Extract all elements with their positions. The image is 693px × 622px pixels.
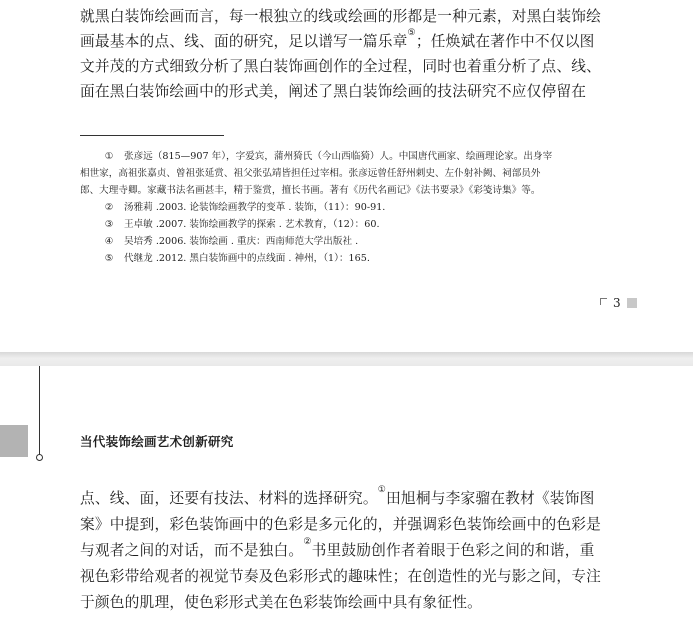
footnote-line xyxy=(80,233,622,250)
running-title: 当代装饰绘画艺术创新研究 xyxy=(80,434,234,449)
footnote-text: 相世家，高祖张嘉贞、曾祖张延赏、祖父张弘靖皆担任过宰相。张彦远曾任舒州刺史、左仆射补阙、祠部员外 xyxy=(80,168,541,179)
footnote-line xyxy=(80,182,622,199)
corner-mark-icon xyxy=(600,298,607,305)
footnote-text: 吴培秀 .2006. 装饰绘画 . 重庆：西南师范大学出版社 . xyxy=(124,236,359,247)
footnote-number: ② xyxy=(104,202,114,213)
footnote-line xyxy=(80,216,622,233)
chapter-tab xyxy=(0,425,28,457)
page-4 xyxy=(0,366,693,622)
footnote-line xyxy=(80,148,622,165)
body-line-text: 与观者之间的对话，而不是独白。 xyxy=(80,542,304,559)
footnote-divider xyxy=(80,135,224,136)
footnotes xyxy=(80,148,622,267)
margin-rule xyxy=(39,366,40,456)
square-marker-icon xyxy=(627,298,637,308)
footnote-text: 张彦远（815—907 年），字爱宾，蒲州猗氏（今山西临猗）人。中国唐代画家、绘画理论家。出身宰 xyxy=(124,151,553,162)
footnote-line xyxy=(80,199,622,216)
page-number-text: 3 xyxy=(613,296,621,310)
body-line: 案》中提到，彩色装饰画中的色彩是多元化的，并强调彩色装饰绘画中的色彩是 xyxy=(80,516,602,533)
body-line xyxy=(80,486,622,512)
body-line-text: 画最基本的点、线、面的研究，足以谱写一篇乐章 xyxy=(80,33,408,50)
body-line-text: 田旭桐与李家骝在教材《装饰图 xyxy=(386,490,595,507)
footnote-text: 汤雅莉 .2003. 论装饰绘画教学的变革 . 装饰，（11）：90-91. xyxy=(124,202,386,213)
body-text xyxy=(80,4,622,104)
body-line: 文并茂的方式细致分析了黑白装饰画创作的全过程，同时也着重分析了点、线、 xyxy=(80,58,602,75)
footnote-number: ④ xyxy=(104,236,114,247)
circle-marker-icon xyxy=(36,454,43,461)
body-text xyxy=(80,486,622,616)
body-line: 就黑白装饰绘画而言，每一根独立的线或绘画的形都是一种元素，对黑白装饰绘 xyxy=(80,8,602,25)
page-number xyxy=(600,296,637,310)
footnote-text: 郎、大理寺卿。家藏书法名画甚丰，精于鉴赏，擅长书画。著有《历代名画记》《法书要录》《彩笺诗集》等。 xyxy=(80,185,541,196)
footnote-text: 王卓敏 .2007. 装饰绘画教学的探索 . 艺术教育，（12）：60. xyxy=(124,219,380,230)
footnote-number: ③ xyxy=(104,219,114,230)
footnote-number: ⑤ xyxy=(104,253,114,264)
footnote-ref[interactable]: ① xyxy=(377,485,387,496)
footnote-ref[interactable]: ② xyxy=(303,537,312,548)
body-line xyxy=(80,29,622,54)
footnote-number: ① xyxy=(104,151,114,162)
body-line: 面在黑白装饰绘画中的形式美，阐述了黑白装饰绘画的技法研究不应仅停留在 xyxy=(80,83,587,100)
body-line: 于颜色的肌理，使色彩形式美在色彩装饰绘画中具有象征性。 xyxy=(80,594,482,611)
body-line-text: 书里鼓励创作者着眼于色彩之间的和谐，重 xyxy=(311,542,595,559)
footnote-ref[interactable]: ⑤ xyxy=(407,28,416,39)
page-separator xyxy=(0,352,693,366)
body-line xyxy=(80,538,622,564)
footnote-line xyxy=(80,250,622,267)
body-line-text: 点、线、面，还要有技法、材料的选择研究。 xyxy=(80,490,378,507)
footnote-line xyxy=(80,165,622,182)
body-line-text: ；任焕斌在著作中不仅以图 xyxy=(415,33,595,50)
footnote-text: 代继龙 .2012. 黑白装饰画中的点线面 . 神州，（1）：165. xyxy=(124,253,370,264)
body-line: 视色彩带给观者的视觉节奏及色彩形式的趣味性；在创造性的光与影之间，专注 xyxy=(80,568,602,585)
